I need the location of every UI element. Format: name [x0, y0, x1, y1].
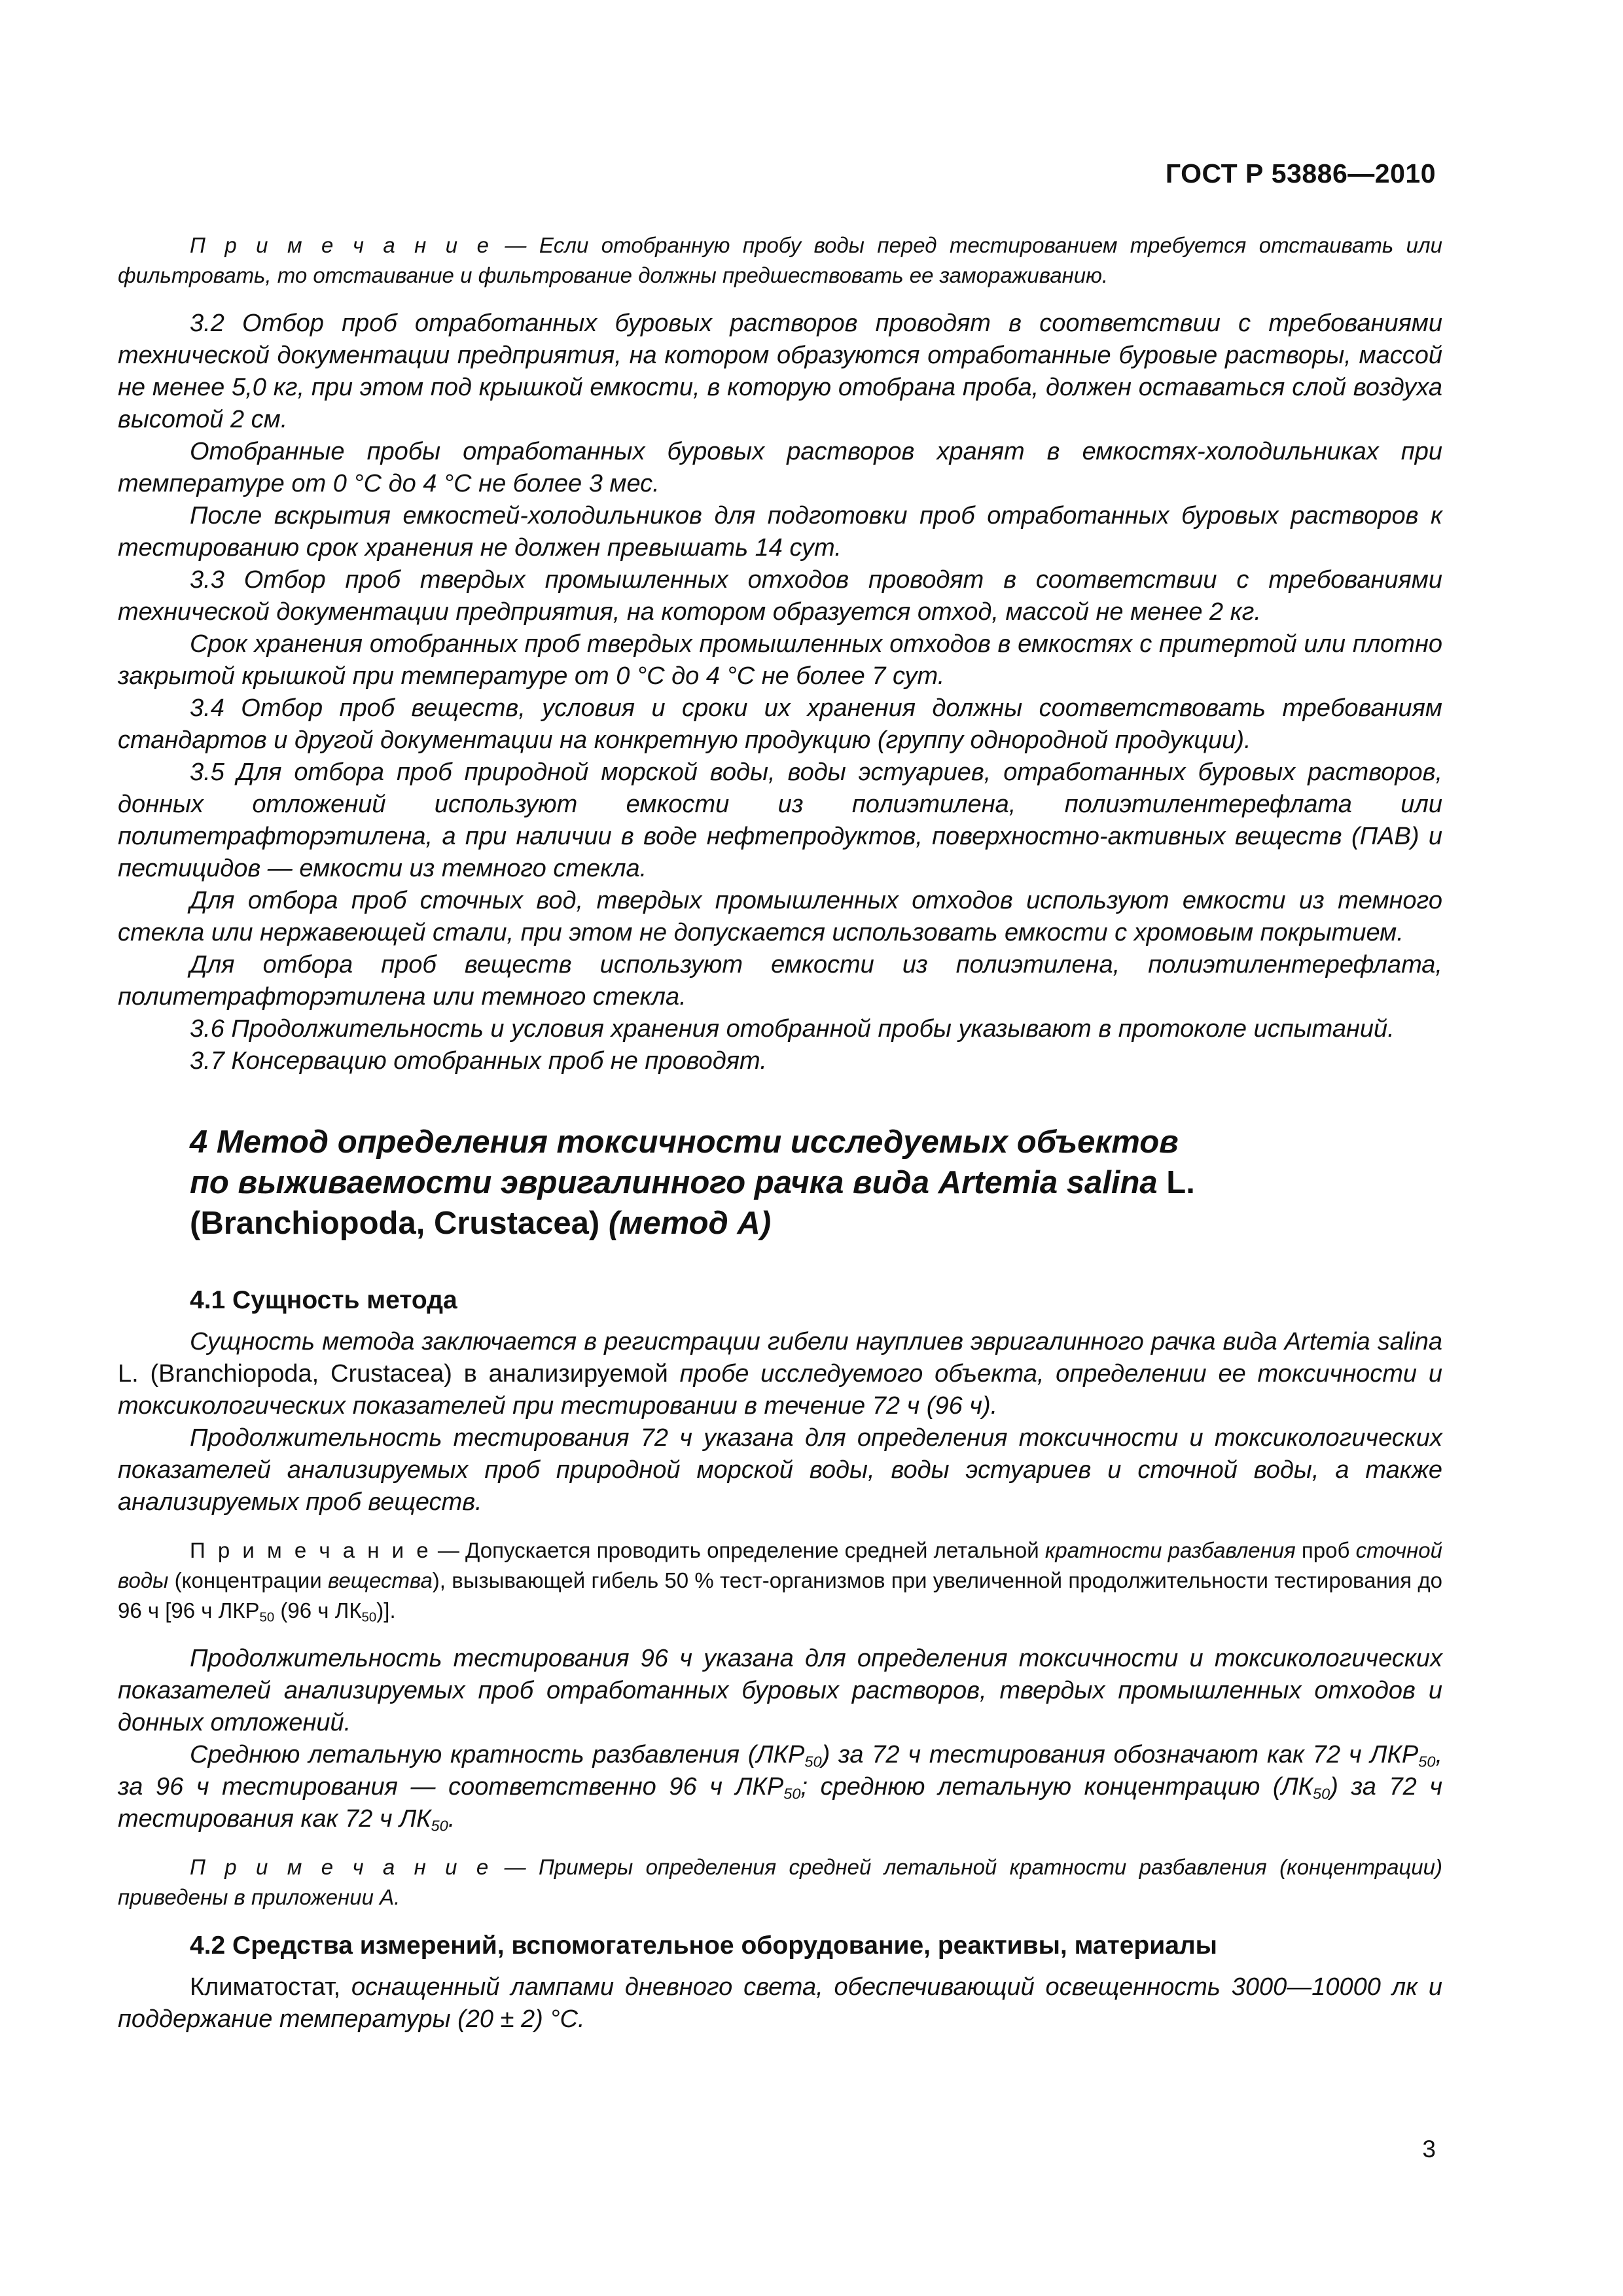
page-number: 3 — [1422, 2136, 1436, 2162]
paragraph-storage-after-opening: После вскрытия емкостей-холодильников для подготовки проб отработанных буровых растворов к тестированию срок хранения не должен превышать 14 сут. — [118, 502, 1442, 562]
paragraph-3-3: 3.3 Отбор проб твердых промышленных отходов проводят в соответствии с требованиями технической документации предприятия, на котором образуется отход, массой не менее 2 кг. — [118, 566, 1442, 626]
subsection-4-2-title: 4.2 Средства измерений, вспомогательное оборудование, реактивы, материалы — [190, 1931, 1217, 1960]
note-label: П р и м е ч а н и е — [190, 1855, 492, 1879]
paragraph-3-6: 3.6 Продолжительность и условия хранения отобранной пробы указывают в протоколе испытаний. — [190, 1015, 1395, 1043]
paragraph-storage-solid-waste: Срок хранения отобранных проб твердых промышленных отходов в емкостях с притертой или плотно закрытой крышкой при температуре от 0 °С до 4 °С не более 7 сут. — [118, 630, 1442, 690]
subsection-4-1-title: 4.1 Сущность метода — [190, 1286, 457, 1314]
note-label: П р и м е ч а н и е — [190, 233, 492, 257]
paragraph-3-2: 3.2 Отбор проб отработанных буровых растворов проводят в соответствии с требованиями технической документации предприятия, на котором образуются отработанные буровые растворы, массой не менее 5,0 кг, при этом под крышкой емкости, в которую отобрана проба, должен оставаться слой воздуха высотой 2 см. — [118, 310, 1442, 433]
paragraph-containers-wastewater: Для отбора проб сточных вод, твердых промышленных отходов используют емкости из темного стекла или нержавеющей стали, при этом не допускается использовать емкости с хромовым покрытием. — [118, 887, 1442, 946]
note-label: П р и м е ч а н и е — [190, 1538, 432, 1562]
note-examples-appendix: П р и м е ч а н и е — Примеры определения средней летальной кратности разбавления (концентрации) приведены в приложении А. — [118, 1855, 1442, 1909]
section-4-heading-line2: по выживаемости эвригалинного рачка вида Artemia salina L. — [190, 1165, 1195, 1200]
paragraph-4-1-essence: Сущность метода заключается в регистрации гибели науплиев эвригалинного рачка вида Artemia salina L. (Branchiopoda, Crustacea) в анализируемой пробе исследуемого объекта, определении ее токсичности и токсикологических показателей при тестировании в течение 72 ч (96 ч). — [118, 1328, 1442, 1420]
paragraph-3-5: 3.5 Для отбора проб природной морской воды, воды эстуариев, отработанных буровых растворов, донных отложений используют емкости из полиэтилена, полиэтилентерефлата или политетрафторэтилена, а при наличии в воде нефтепродуктов, поверхностно-активных веществ (ПАВ) и пестицидов — емкости из темного стекла. — [118, 759, 1442, 882]
paragraph-storage-drilling: Отобранные пробы отработанных буровых растворов хранят в емкостях-холодильниках при температуре от 0 °С до 4 °С не более 3 мес. — [118, 438, 1442, 497]
section-4-heading-line3: (Branchiopoda, Crustacea) (метод А) — [190, 1206, 772, 1241]
paragraph-4-1-duration-96: Продолжительность тестирования 96 ч указана для определения токсичности и токсикологических показателей анализируемых проб отработанных буровых растворов, твердых промышленных отходов и донных отложений. — [118, 1645, 1442, 1736]
paragraph-4-2-climatostat: Климатостат, оснащенный лампами дневного света, обеспечивающий освещенность 3000—10000 лк и поддержание температуры (20 ± 2) °С. — [118, 1973, 1442, 2033]
note-text: — Если отобранную пробу воды перед тестированием требуется отстаивать или фильтровать, то отстаивание и фильтрование должны предшествовать ее замораживанию. — [118, 233, 1442, 287]
paragraph-3-4: 3.4 Отбор проб веществ, условия и сроки их хранения должны соответствовать требованиям стандартов и другой документации на конкретную продукцию (группу однородной продукции). — [118, 694, 1442, 754]
note-96h-duration: П р и м е ч а н и е — Допускается проводить определение средней летальной кратности разбавления проб сточной воды (концентрации вещества), вызывающей гибель 50 % тест-организмов при увеличенной продолжительности тестирования до 96 ч [96 ч $ЛКР_{50}$ (96 ч $ЛК_{50}$)]. — [118, 1538, 1442, 1625]
section-4-heading — [190, 1122, 1442, 1244]
paragraph-4-1-duration-72: Продолжительность тестирования 72 ч указана для определения токсичности и токсикологических показателей анализируемых проб природной морской воды, воды эстуариев и сточной воды, а также анализируемых проб веществ. — [118, 1424, 1442, 1516]
paragraph-3-7: 3.7 Консервацию отобранных проб не проводят. — [190, 1047, 767, 1075]
paragraph-4-1-notation: Среднюю летальную кратность разбавления $(ЛКР_{50})$ за 72 ч тестирования обозначают как 72 ч $ЛКР_{50}$, за 96 ч тестирования — соответственно 96 ч $ЛКР_{50}$; среднюю летальную концентрацию $(ЛК_{50})$ за 72 ч тестирования как 72 ч $ЛК_{50}$. — [118, 1741, 1442, 1835]
paragraph-containers-substances: Для отбора проб веществ используют емкости из полиэтилена, полиэтилентерефлата, политетрафторэтилена или темного стекла. — [118, 951, 1442, 1011]
note-sample-filtering — [118, 230, 1442, 291]
page-body — [118, 230, 1442, 2036]
section-4-heading-line1: 4 Метод определения токсичности исследуемых объектов — [190, 1124, 1179, 1160]
document-code-header: ГОСТ Р 53886—2010 — [1165, 158, 1436, 188]
